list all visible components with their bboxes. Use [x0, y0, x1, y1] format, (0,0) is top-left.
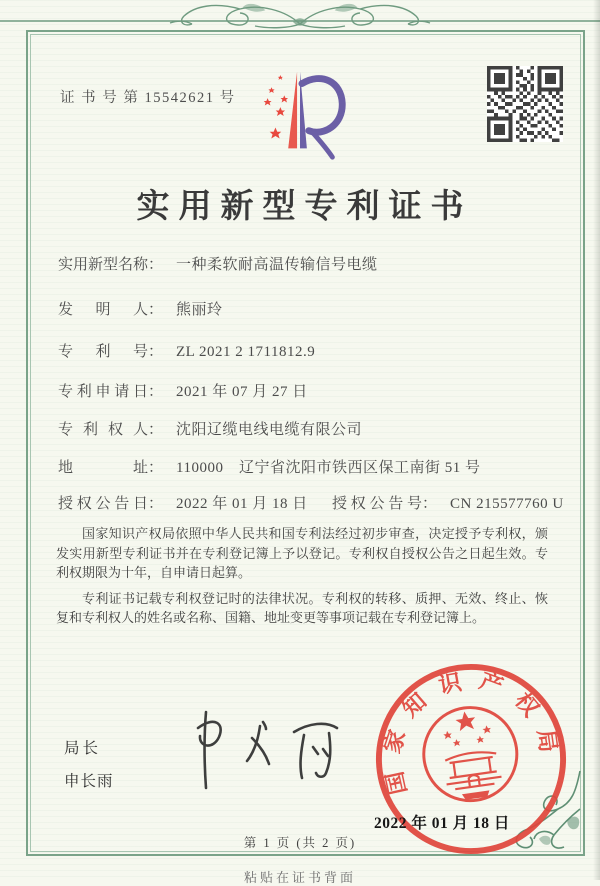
field-label: 专利权人: [58, 422, 148, 438]
field-label: 授权公告日: [58, 496, 148, 512]
signer-name: 申长雨: [64, 773, 114, 790]
field-value: 沈阳辽缆电线电缆有限公司: [176, 422, 363, 438]
field-address: [58, 456, 480, 477]
cnipa-logo-icon: [230, 60, 370, 168]
field-patentee: [58, 418, 362, 439]
field-colon: ：: [148, 460, 164, 476]
field-value: 2022 年 01 月 18 日: [176, 496, 308, 512]
field-colon: ：: [422, 496, 438, 512]
qr-code: [487, 66, 563, 142]
field-grant-date: [58, 492, 308, 513]
official-seal: [359, 647, 583, 871]
field-value: 熊丽玲: [176, 302, 223, 318]
signer-title: 局长: [64, 740, 102, 757]
signature-script: [168, 698, 353, 798]
field-colon: ：: [148, 422, 164, 438]
national-emblem-icon: [418, 702, 523, 807]
field-label: 专利号: [58, 344, 148, 360]
field-patent-number: [58, 340, 315, 361]
field-colon: ：: [148, 344, 164, 360]
field-inventor: [58, 298, 223, 319]
field-label: 专利申请日: [58, 384, 148, 400]
field-value: 2021 年 07 月 27 日: [176, 384, 308, 400]
field-label: 发明人: [58, 302, 148, 318]
legal-text-block: [56, 524, 548, 628]
field-value: CN 215577760 U: [450, 496, 564, 512]
cut-off-text: 粘贴在证书背面: [243, 870, 356, 885]
field-colon: ：: [148, 302, 164, 318]
field-colon: ：: [148, 496, 164, 512]
field-label: 授权公告号: [332, 496, 422, 512]
field-colon: ：: [148, 384, 164, 400]
page-number: 第 1 页 (共 2 页): [243, 836, 357, 850]
field-value: ZL 2021 2 1711812.9: [176, 344, 316, 360]
top-flourish-ornament: [0, 0, 600, 30]
certificate-title: 实用新型专利证书: [136, 189, 473, 225]
field-utility-model-name: [58, 253, 378, 274]
field-label: 地址: [58, 460, 148, 476]
field-value: 一种柔软耐高温传输信号电缆: [176, 257, 378, 273]
field-colon: ：: [148, 257, 164, 273]
field-filing-date: [58, 380, 308, 401]
field-value: 110000 辽宁省沈阳市铁西区保工南街 51 号: [176, 460, 481, 476]
field-label: 实用新型名称: [58, 257, 149, 273]
legal-paragraph-2: 专利证书记载专利权登记时的法律状况。专利权的转移、质押、无效、终止、恢复和专利权人的姓名或名称、国籍、地址变更等事项记载在专利登记簿上。: [56, 590, 548, 625]
legal-paragraph-1: 国家知识产权局依照中华人民共和国专利法经过初步审查，决定授予专利权，颁发实用新型专利证书并在专利登记簿上予以登记。专利权自授权公告之日起生效。专利权期限为十年，自申请日起算。: [56, 526, 548, 580]
field-grant-number: [332, 492, 564, 513]
seal-date: 2022 年 01 月 18 日: [374, 815, 510, 832]
seal-ring-text: 国家知识产权局: [378, 666, 564, 797]
certificate-number: 证 书 号 第 15542621 号: [60, 90, 236, 106]
